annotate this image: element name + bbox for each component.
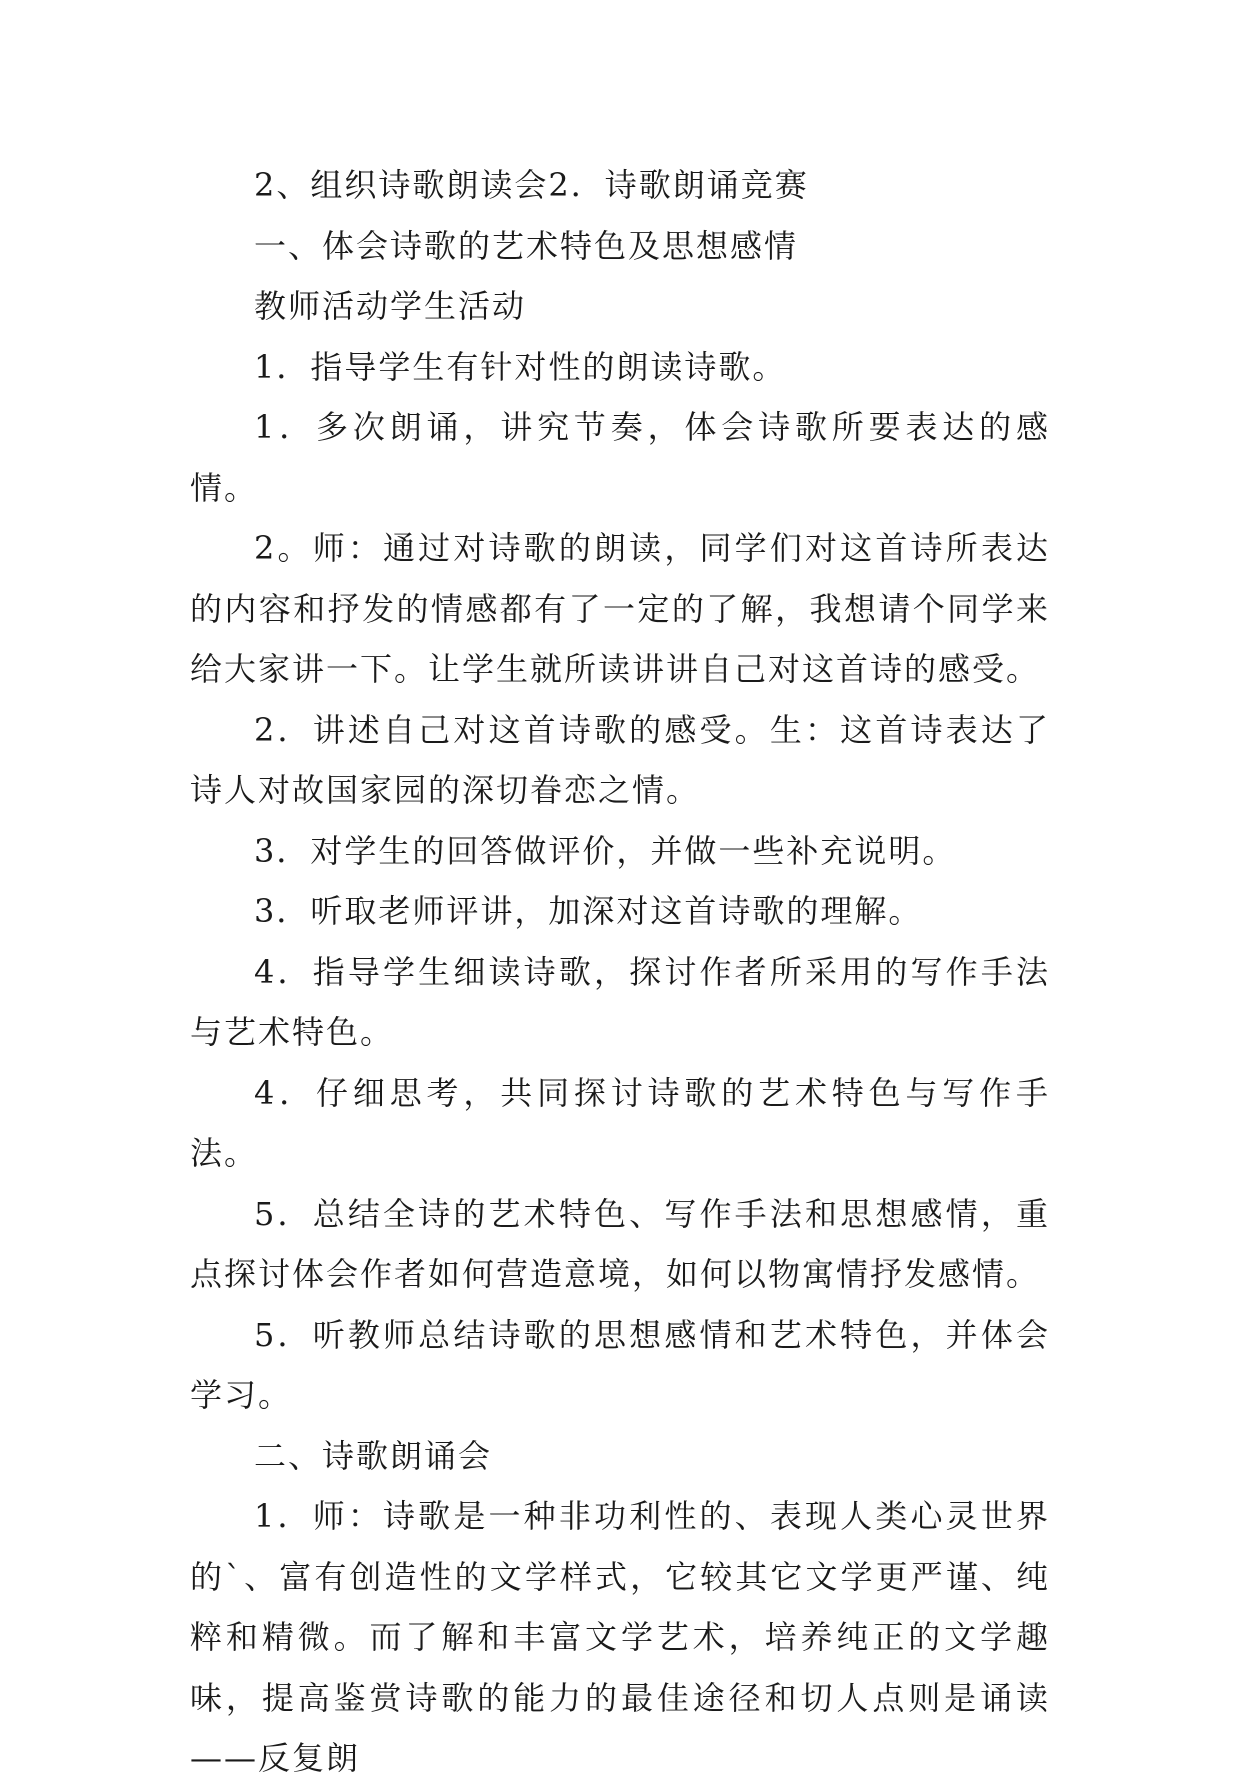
section-heading-1: 一、体会诗歌的艺术特色及思想感情 bbox=[254, 226, 799, 265]
paragraph-10: 4．指导学生细读诗歌，探讨作者所采用的写作手法与艺术特色。 bbox=[190, 952, 1050, 1051]
paragraph-6: 2。师：通过对诗歌的朗读，同学们对这首诗所表达的内容和抒发的情感都有了一定的了解，我想请个同学来给大家讲一下。让学生就所读讲讲自己对这首诗的感受。 bbox=[190, 529, 1050, 688]
paragraph-5: 1．多次朗诵，讲究节奏，体会诗歌所要表达的感情。 bbox=[190, 408, 1050, 507]
paragraph-12: 5．总结全诗的艺术特色、写作手法和思想感情，重点探讨体会作者如何营造意境，如何以物寓情抒发感情。 bbox=[190, 1194, 1050, 1293]
paragraph-4: 1．指导学生有针对性的朗读诗歌。 bbox=[254, 347, 787, 386]
paragraph-8: 3．对学生的回答做评价，并做一些补充说明。 bbox=[254, 831, 957, 870]
paragraph-11: 4．仔细思考，共同探讨诗歌的艺术特色与写作手法。 bbox=[190, 1073, 1050, 1172]
paragraph-9: 3．听取老师评讲，加深对这首诗歌的理解。 bbox=[254, 892, 923, 930]
document-body bbox=[190, 155, 1050, 1789]
paragraph-3: 教师活动学生活动 bbox=[254, 287, 527, 325]
paragraph-7: 2．讲述自己对这首诗歌的感受。生：这首诗表达了诗人对故国家园的深切眷恋之情。 bbox=[190, 710, 1050, 809]
paragraph-13: 5．听教师总结诗歌的思想感情和艺术特色，并体会学习。 bbox=[190, 1315, 1050, 1414]
paragraph-15: 1．师：诗歌是一种非功利性的、表现人类心灵世界的`、富有创造性的文学样式，它较其它文学更严谨、纯粹和精微。而了解和丰富文学艺术，培养纯正的文学趣味，提高鉴赏诗歌的能力的最佳途径和切人点则是诵读——反复朗 bbox=[190, 1497, 1050, 1777]
paragraph-1: 2、组织诗歌朗读会2．诗歌朗诵竞赛 bbox=[254, 166, 809, 204]
section-heading-2: 二、诗歌朗诵会 bbox=[254, 1436, 493, 1475]
